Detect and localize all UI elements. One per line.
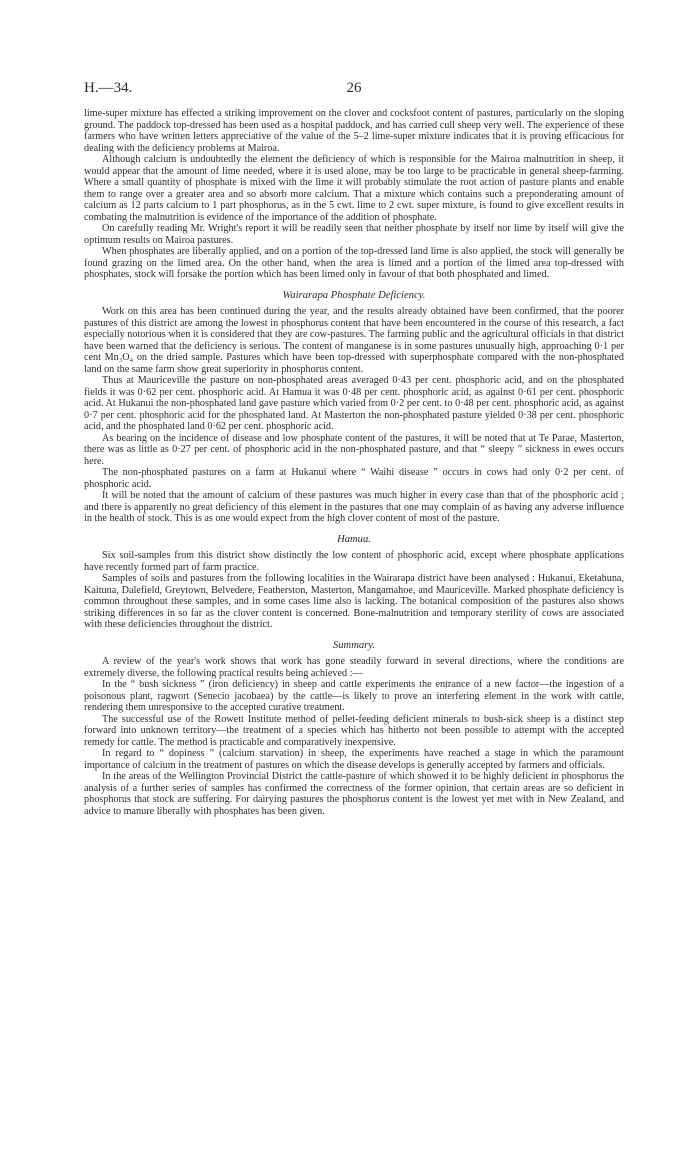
- paragraph: Although calcium is undoubtedly the element the deficiency of which is responsible for the Mairoa malnutrition in sheep, it would appear that the amount of lime needed, where it is used alone, may be too large to be practicable in general sheep-farming. Where a small quantity of phosphate is mixed with the lime it will probably stimulate the root action of pasture plants and enable them to range over a greater area and so absorb more calcium. That a mixture which contains such a preponderating amount of calcium as 12 parts calcium to 1 part phosphorus, as in the 5 cwt. lime to 2 cwt. super mixture, is found to give excellent results in combating the malnutrition is evidence of the importance of the addition of phosphate.: [84, 154, 624, 223]
- paragraph: In regard to “ dopiness ” (calcium starvation) in sheep, the experiments have reached a stage in which the paramount importance of calcium in the treatment of pastures on which the disease develops is generally accepted by farmers and officials.: [84, 748, 624, 771]
- paragraph: The non-phosphated pastures on a farm at Hukanui where “ Waihi disease ” occurs in cows had only 0·2 per cent. of phosphoric acid.: [84, 467, 624, 490]
- section-heading-wairarapa: Wairarapa Phosphate Deficiency.: [282, 289, 426, 301]
- paragraph: In the areas of the Wellington Provincial District the cattle-pasture of which showed it to be highly deficient in phosphorus the analysis of a further series of samples has confirmed the correctness of the former opinion, that certain areas are so deficient in phosphorus that stock are suffering. For dairying pastures the phosphorus content is the lowest yet met with in New Zealand, and advice to manure liberally with phosphates has been given.: [84, 771, 624, 817]
- paragraph: Six soil-samples from this district show distinctly the low content of phosphoric acid, except where phosphate applications have recently formed part of farm practice.: [84, 550, 624, 573]
- paragraph: The successful use of the Rowett Institute method of pellet-feeding deficient minerals to bush-sick sheep is a distinct step forward into unknown territory—the treatment of a species which has hitherto not been possible to attempt with the accepted remedy for cattle. The method is practicable and comparatively inexpensive.: [84, 713, 624, 748]
- paragraph: In the “ bush sickness ” (iron deficiency) in sheep and cattle experiments the entrance of a new factor—the ingestion of a poisonous plant, ragwort (Senecio jacobaea) by the cattle—is likely to prove an interfering element in the work with cattle, rendering them unresponsive to the accepted curative treatment.: [84, 679, 624, 713]
- paragraph: It will be noted that the amount of calcium of these pastures was much higher in every case than that of the phosphoric acid ; and there is apparently no great deficiency of this element in the pastures that one may complain of as having any adverse influence in the health of stock. This is as one would expect from the high clover content of most of the pasture.: [84, 490, 624, 524]
- paragraph: When phosphates are liberally applied, and on a portion of the top-dressed land lime is also applied, the stock will generally be found grazing on the limed area. On the other hand, when the area is limed and a portion of the limed area top-dressed with phosphates, stock will forsake the portion which has been limed only in favour of that both phosphated and limed.: [84, 246, 624, 280]
- paragraph: Work on this area has been continued during the year, and the results already obtained have been confirmed, that the poorer pastures of this district are among the lowest in phosphorus content that have been encountered in the course of this research, a fact especially notorious when it is considered that they are cow-pastures. The farming public and the agricultural officials in that district have been warned that the deficiency is serious. The content of manganese is in some pastures unusually high, approaching 0·1 per cent Mn₃O₄ on the dried sample. Pastures which have been top-dressed with superphosphate compared with the non-phosphated land on the same farm show great superiority in phosphorus content.: [84, 306, 624, 375]
- paragraph: As bearing on the incidence of disease and low phosphate content of the pastures, it will be noted that at Te Parae, Masterton, there was as little as 0·27 per cent. of phosphoric acid in the non-phosphated pasture, and that “ sleepy ” sickness in ewes occurs here.: [84, 432, 624, 467]
- document-body: [84, 108, 624, 817]
- page-header: [84, 80, 624, 100]
- paragraph: lime-super mixture has effected a striking improvement on the clover and cocksfoot content of pastures, particularly on the sloping ground. The paddock top-dressed has been used as a hospital paddock, and has carried cull sheep very well. The experience of these farmers who have written letters appreciative of the value of the 5–2 lime-super mixture indicates that it is proving efficacious for dealing with the deficiency problems at Mairoa.: [84, 108, 624, 154]
- paragraph: A review of the year's work shows that work has gone steadily forward in several directions, where the conditions are extremely diverse, the following practical results being achieved :—: [84, 656, 624, 679]
- section-heading-hamua: Hamua.: [337, 533, 371, 545]
- paragraph: On carefully reading Mr. Wright's report it will be readily seen that neither phosphate by itself nor lime by itself will give the optimum results on Mairoa pastures.: [84, 223, 624, 246]
- document-reference: H.—34.: [84, 80, 133, 96]
- paragraph: Samples of soils and pastures from the following localities in the Wairarapa district have been analysed : Hukanui, Eketahuna, Kaituna, Dalefield, Greytown, Belvedere, Featherston, Masterton, Mangamahoe, and Mauriceville. Marked phosphate deficiency is common throughout these samples, and in some cases lime also is lacking. The botanical composition of the pastures also shows striking differences in so far as the clover content is concerned. Bone-malnutrition and temporary sterility of cows are associated with these deficiencies throughout the district.: [84, 573, 624, 630]
- section-heading-summary: Summary.: [332, 639, 376, 651]
- page-number: 26: [346, 80, 362, 96]
- paragraph: Thus at Mauriceville the pasture on non-phosphated areas averaged 0·43 per cent. phosphoric acid, and on the phosphated fields it was 0·62 per cent. phosphoric acid. At Hamua it was 0·48 per cent. phosphoric acid, as against 0·61 per cent. phosphoric acid. At Hukanui the non-phosphated land gave pasture which varied from 0·2 per cent. to 0·48 per cent. phosphoric acid, as against 0·7 per cent. phosphoric acid for the phosphated land. At Masterton the non-phosphated pasture yielded 0·38 per cent. phosphoric acid, and the phosphated land 0·62 per cent. phosphoric acid.: [84, 375, 624, 432]
